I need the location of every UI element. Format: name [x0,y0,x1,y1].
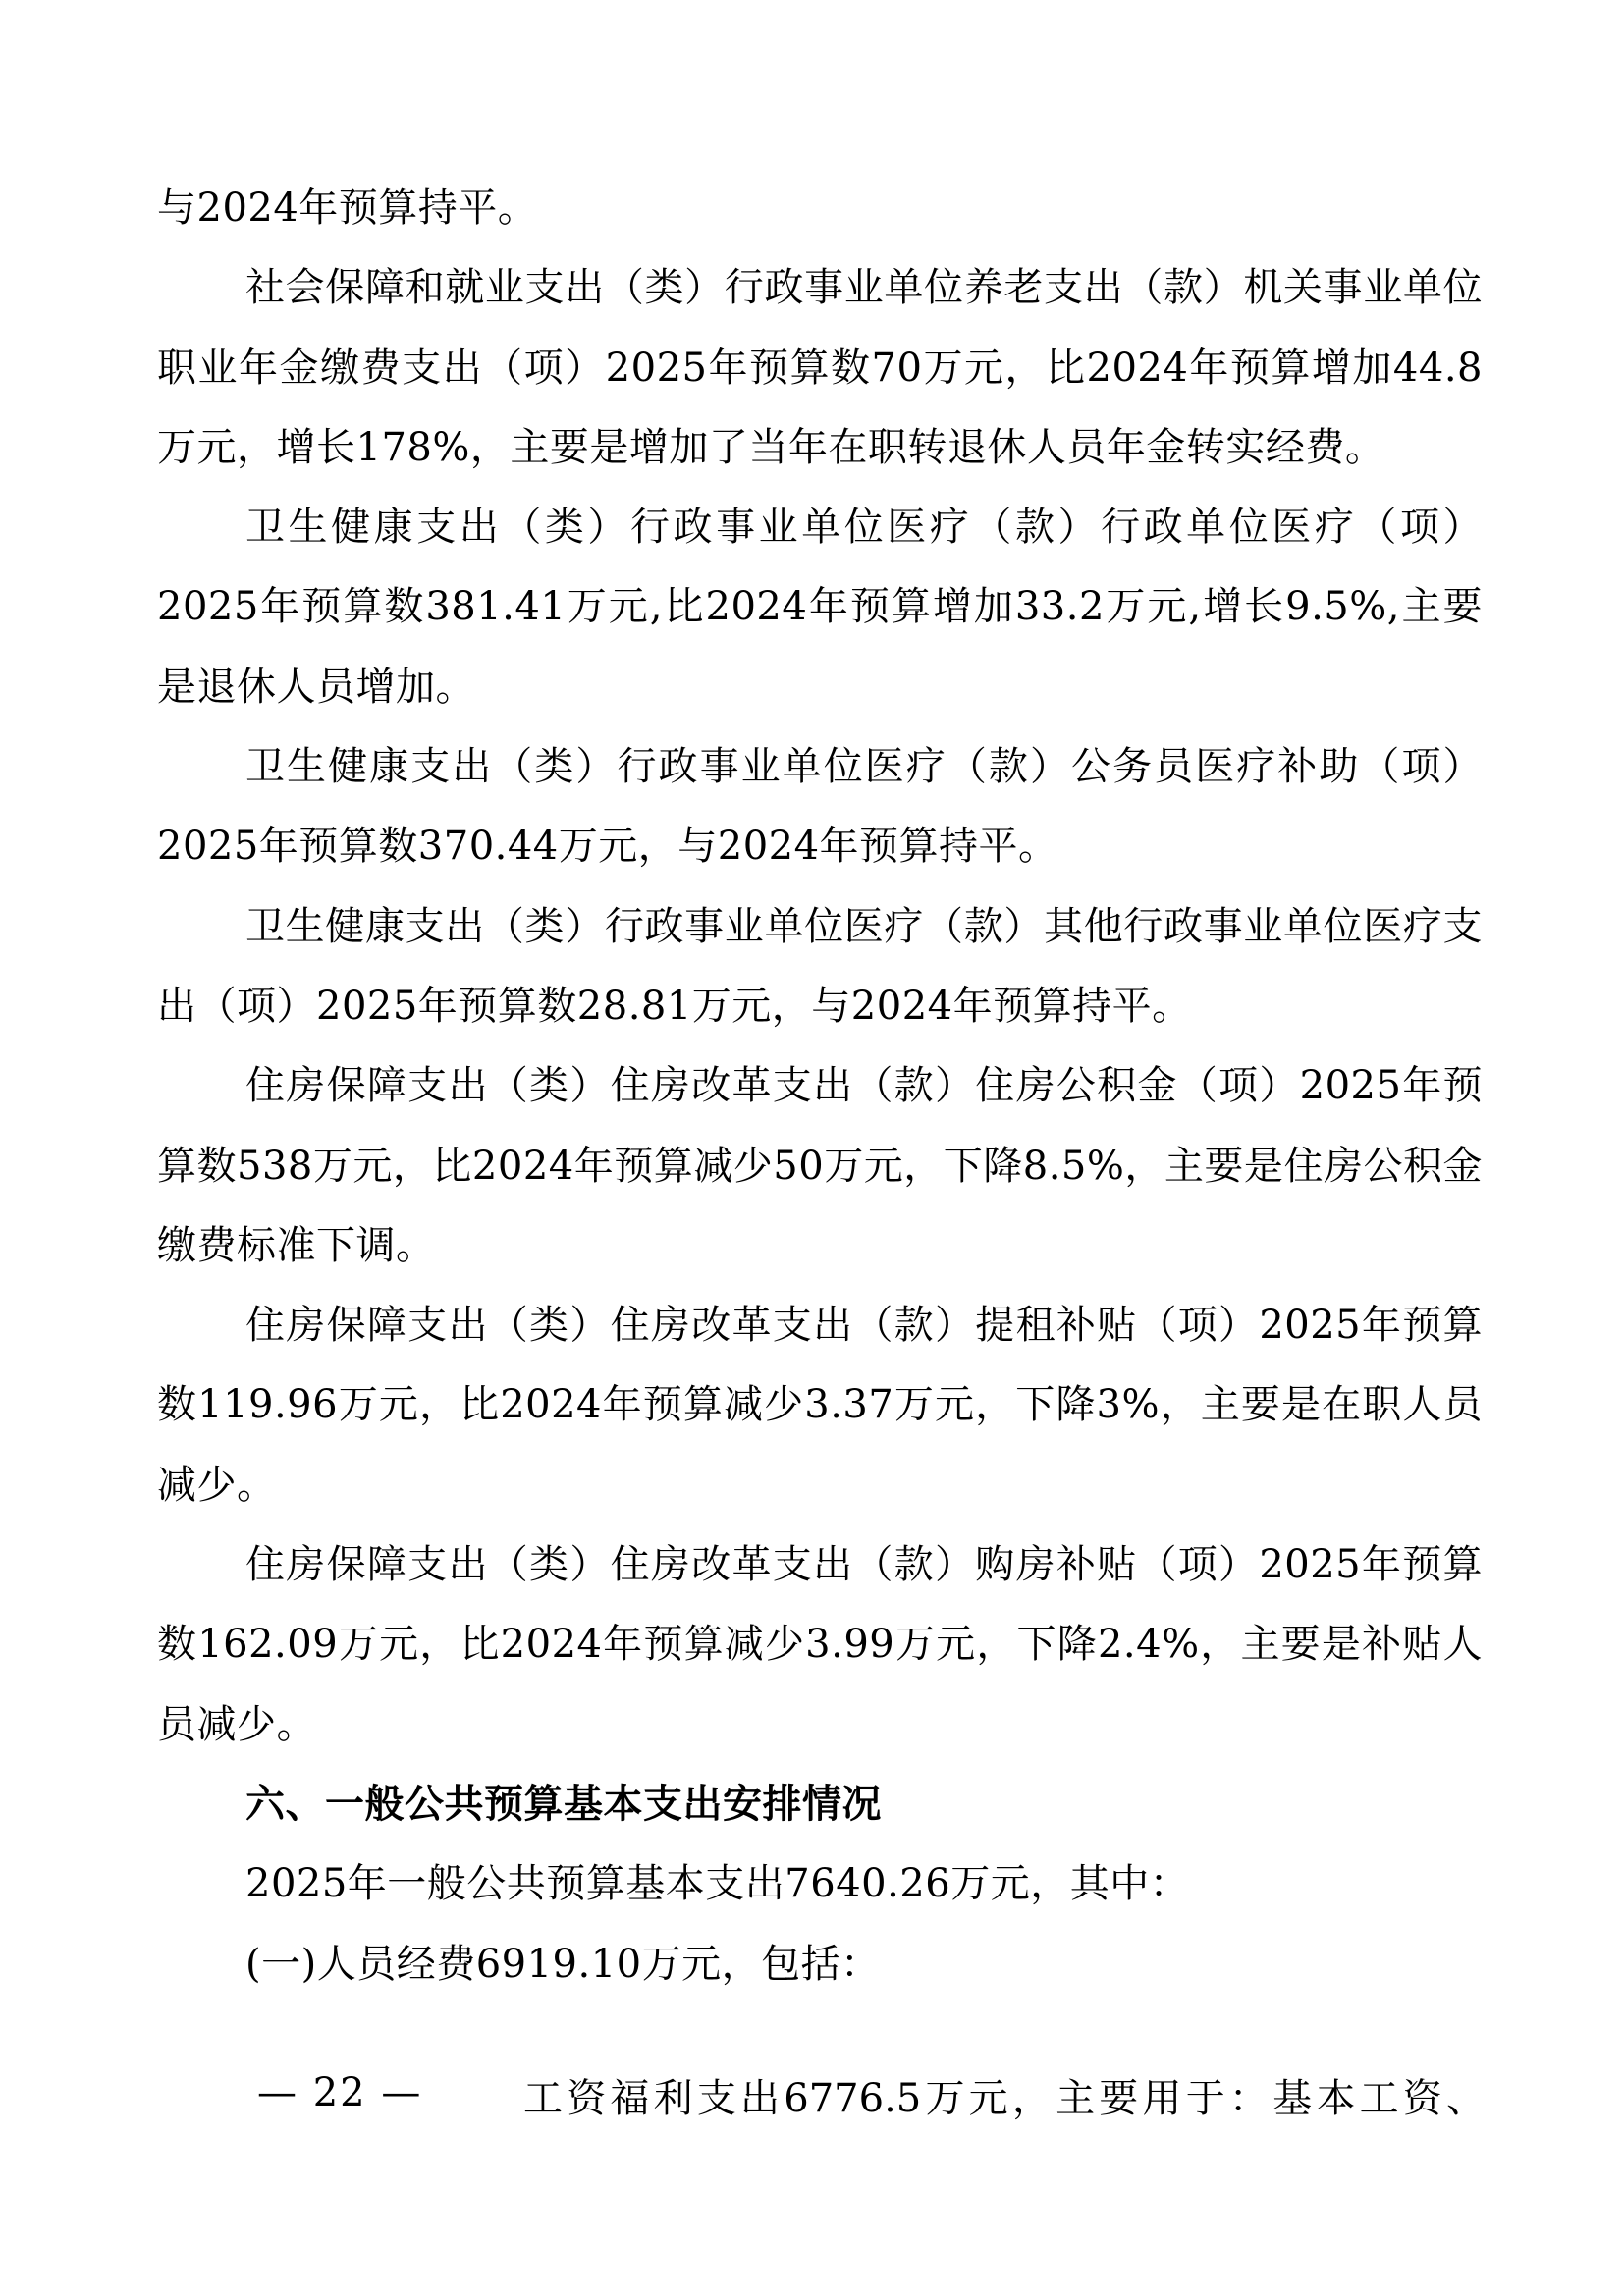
paragraph-8: 住房保障支出（类）住房改革支出（款）购房补贴（项）2025年预算数162.09万元，比2024年预算减少3.99万元，下降2.4%，主要是补贴人员减少。 [157,1542,1483,1747]
paragraph-3: 卫生健康支出（类）行政事业单位医疗（款）行政单位医疗（项）2025年预算数381.41万元,比2024年预算增加33.2万元,增长9.5%,主要是退休人员增加。 [157,505,1483,710]
paragraph-7: 住房保障支出（类）住房改革支出（款）提租补贴（项）2025年预算数119.96万元，比2024年预算减少3.37万元，下降3%，主要是在职人员减少。 [157,1303,1483,1508]
item-line: (一)人员经费6919.10万元，包括： [245,1941,881,1987]
paragraph-2: 社会保障和就业支出（类）行政事业单位养老支出（款）机关事业单位职业年金缴费支出（项）2025年预算数70万元，比2024年预算增加44.8万元，增长178%，主要是增加了当年在职转退休人员年金转实经费。 [157,265,1483,470]
section-heading: 六、一般公共预算基本支出安排情况 [245,1781,882,1827]
paragraph-4: 卫生健康支出（类）行政事业单位医疗（款）公务员医疗补助（项）2025年预算数370.44万元，与2024年预算持平。 [157,744,1483,870]
body-text [157,169,1483,2004]
paragraph-1: 与2024年预算持平。 [157,186,538,231]
page-number: — 22 — [257,2070,423,2115]
summary-line: 2025年一般公共预算基本支出7640.26万元，其中： [245,1861,1190,1907]
continued-line: 工资福利支出6776.5万元，主要用于：基本工资、 [523,2076,1486,2121]
paragraph-6: 住房保障支出（类）住房改革支出（款）住房公积金（项）2025年预算数538万元，比2024年预算减少50万元，下降8.5%，主要是住房公积金缴费标准下调。 [157,1063,1483,1268]
paragraph-5: 卫生健康支出（类）行政事业单位医疗（款）其他行政事业单位医疗支出（项）2025年预算数28.81万元，与2024年预算持平。 [157,903,1483,1029]
